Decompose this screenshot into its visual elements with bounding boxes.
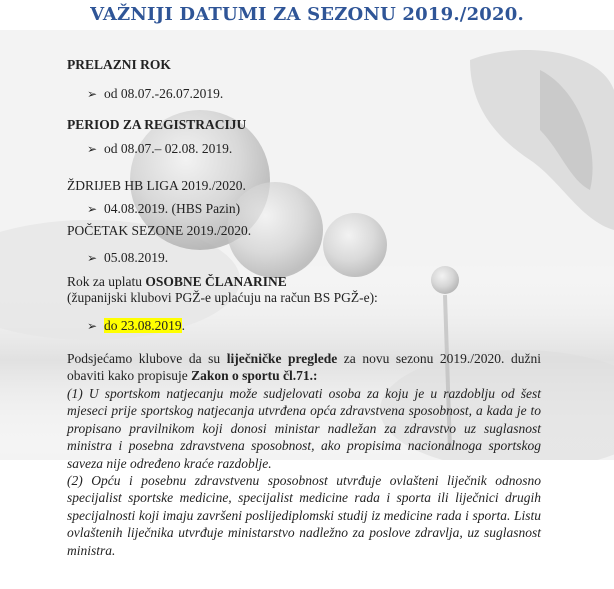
arrow-bullet-icon: ➢ [87, 319, 98, 333]
section-heading-registracija: PERIOD ZA REGISTRACIJU [67, 117, 247, 132]
arrow-bullet-icon: ➢ [87, 142, 98, 156]
section-heading-prelazni-rok: PRELAZNI ROK [67, 57, 171, 72]
fee-note: (županijski klubovi PGŽ-e uplaćuju na račun BS PGŽ-e): [67, 290, 378, 305]
fee-deadline [104, 318, 185, 334]
fee-prefix: Rok za uplatu [67, 274, 146, 289]
section-heading-pocetak: POČETAK SEZONE 2019./2020. [67, 223, 252, 238]
reminder-text-2: za novu sezonu 2019./2020. dužni obaviti kako propisuje [67, 351, 541, 384]
section-heading-zdrijeb: ŽDRIJEB HB LIGA 2019./2020. [67, 178, 246, 193]
section-bullet-pocetak: 05.08.2019. [104, 250, 169, 265]
reminder-paragraph [67, 350, 541, 385]
arrow-bullet-icon: ➢ [87, 87, 98, 101]
section-bullet-zdrijeb: 04.08.2019. (HBS Pazin) [104, 201, 241, 216]
section-bullet-registracija: od 08.07.– 02.08. 2019. [104, 141, 233, 156]
fee-deadline-suffix: . [181, 318, 185, 333]
fee-line [67, 274, 287, 290]
reminder-text-1: Podsjećamo klubove da su [67, 351, 227, 366]
arrow-bullet-icon: ➢ [87, 202, 98, 216]
fee-bold: OSOBNE ČLANARINE [145, 274, 287, 289]
arrow-bullet-icon: ➢ [87, 251, 98, 265]
fee-deadline-date: do 23.08.2019 [104, 318, 182, 333]
page-title: VAŽNIJI DATUMI ZA SEZONU 2019./2020. [90, 4, 524, 25]
reminder-bold-1: liječničke preglede [226, 351, 338, 366]
law-paragraph-2: (2) Opću i posebnu zdravstvenu sposobnost utvrđuje ovlašteni liječnik odnosno specijalist sportske medicine, specijalist medicine rada i sporta ili liječnici drugih specijalnosti koji imaju završeni poslijediplomski studij iz medicine rada i sporta. Listu ovlaštenih liječnika utvrđuje ministarstvo nadležno za poslove zdravlja, uz suglasnost ministra. [67, 473, 541, 558]
reminder-bold-2: Zakon o sportu čl.71.: [191, 368, 318, 384]
law-paragraph-1: (1) U sportskom natjecanju može sudjelovati osoba za koju je u razdoblju od šest mjeseci prije sportskog natjecanja utvrđena opća zdravstvena sposobnost, a kada je to propisano pravilnikom koji donosi ministar nadležan za zdravstvo uz suglasnost ministra i posebna zdravstvena sposobnost, ako propisima nacionalnoga sportskog saveza nije određeno kraće razdoblje. [67, 386, 541, 471]
section-bullet-prelazni-rok: od 08.07.-26.07.2019. [104, 86, 224, 101]
